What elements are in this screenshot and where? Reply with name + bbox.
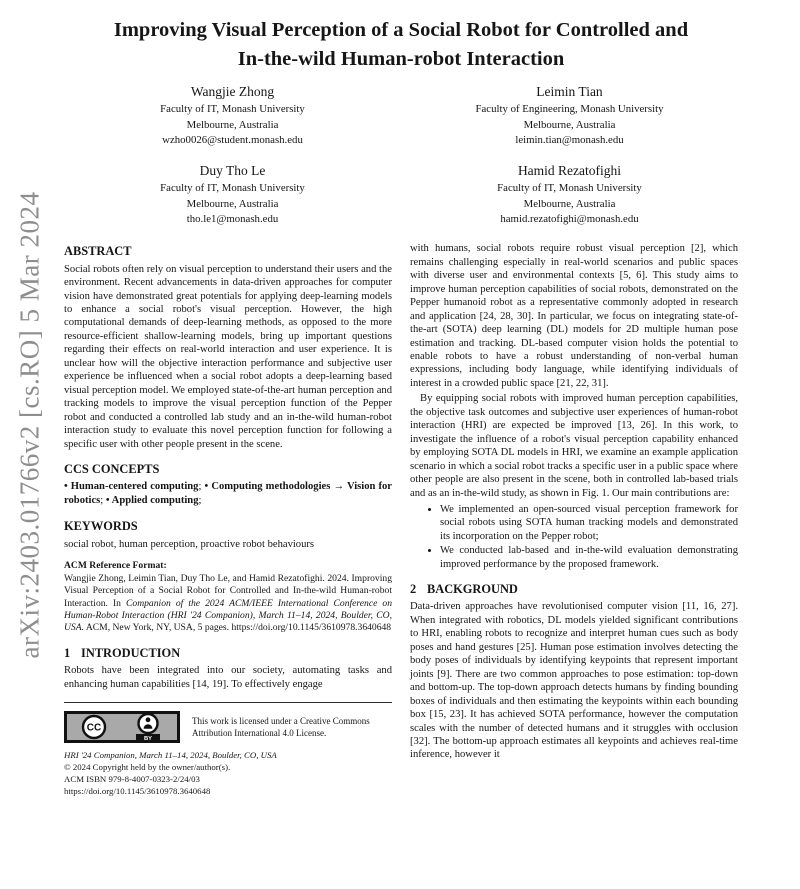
author-city: Melbourne, Australia xyxy=(523,118,616,131)
author-name: Duy Tho Le xyxy=(199,163,266,179)
acm-reference xyxy=(64,560,392,635)
contribution-item: • We implemented an open-sourced visual perception framework for social robots using SOTA human tracking models and demonstrated its incorporation on the Pepper robot; xyxy=(440,503,738,543)
license-text: This work is licensed under a Creative Commons Attribution International 4.0 License. xyxy=(192,715,370,739)
footer-conference: HRI '24 Companion, March 11–14, 2024, Boulder, CO, USA xyxy=(64,750,277,761)
section-title: BACKGROUND xyxy=(427,582,518,597)
paper-title-line1: Improving Visual Perception of a Social Robot for Controlled and xyxy=(113,19,689,41)
paper-title xyxy=(74,16,728,73)
footer-doi-link[interactable]: https://doi.org/10.1145/3610978.3640648 xyxy=(64,785,211,796)
acm-reference-heading: ACM Reference Format: xyxy=(64,560,167,572)
license-row xyxy=(64,711,392,743)
author-block-2 xyxy=(401,84,738,148)
author-affiliation: Faculty of Engineering, Monash University xyxy=(475,103,664,116)
contributions-list xyxy=(410,503,738,571)
author-name: Hamid Rezatofighi xyxy=(517,163,622,179)
author-affiliation: Faculty of IT, Monash University xyxy=(497,182,642,195)
author-city: Melbourne, Australia xyxy=(186,118,279,131)
author-name: Wangjie Zhong xyxy=(190,84,275,100)
author-affiliation: Faculty of IT, Monash University xyxy=(160,182,305,195)
ccs-text: • Human-centered computing; • Computing methodologies → Vision for robotics; • Applied computing; xyxy=(64,481,393,507)
footer-copyright: © 2024 Copyright held by the owner/author(s). xyxy=(64,762,231,773)
keywords-text: social robot, human perception, proactive robot behaviours xyxy=(64,538,315,550)
background-text: Data-driven approaches have revolutionised computer vision [11, 16, 27]. When integrated with robotics, DL models yielded significant contributions to HRI, enabling robots to recognize and interpret human cues such as body poses and hand gestures [25]. Human pose estimation involves detecting the body poses of individuals by identifying keypoints that represent important joints [9]. There are two common approaches to pose estimation: top-down and bottom-up. The top-down approach detects humans by finding bounding boxes of individuals and then estimating the keypoints within each bounding box [15, 23]. It has achieved SOTA performance, however the computation scales with the number of detected humans and it struggles with occlusion [32]. The bottom-up approach estimates all keypoints and achieves real-time inference, however it xyxy=(410,601,738,761)
section-title: INTRODUCTION xyxy=(81,645,181,660)
abstract-text: Social robots often rely on visual perception to understand their users and the environment. Recent advancements in data-driven approaches for computer vision have demonstrated great potentials for applying deep-learning models to enhance a social robot's visual perception. However, the high computational demands of deep-learning methods, as opposed to the more resource-efficient shallow-learning models, bring up important questions regarding their effects on real-world interaction and user experience. It is unclear how will the objective interaction performance and subjective user experience be influenced when a social robot adopts a deep-learning based visual perception model. We employed state-of-the-art human perception and tracking models to improve the visual perception function of the Pepper robot and conducted a controlled lab study and an in-the-wild human-robot interaction study to evaluate this novel perception function for following a specific user with other people present in the scene. xyxy=(64,263,392,450)
author-email: hamid.rezatofighi@monash.edu xyxy=(500,213,639,226)
contribution-item: • We conducted lab-based and in-the-wild evaluation demonstrating improved performance by the proposed framework. xyxy=(440,544,738,571)
author-email: wzho0026@student.monash.edu xyxy=(162,134,303,147)
intro-continued-text: with humans, social robots require robust visual perception [2], which remains challenging especially in real-world scenarios and public spaces with diverse user and environmental contexts [5, 6]. This study aims to improve human perception capabilities of social robots, demonstrated on the Pepper humanoid robot as a representative commonly adopted in research and application [24, 28, 30]. In particular, we focus on integrating state-of-the-art (SOTA) deep learning (DL) models for 2D multiple human pose estimation and tracking. DL-based computer vision holds the potential to enable robots to have a robust understanding of non-verbal human expressions, including body language, while identifying individuals of interest in a crowded public space [21, 22, 31]. xyxy=(410,243,738,389)
section-number: 1 xyxy=(64,645,71,660)
author-city: Melbourne, Australia xyxy=(523,197,616,210)
paper-title-line2: In-the-wild Human-robot Interaction xyxy=(237,47,565,70)
arxiv-watermark: arXiv:2403.01766v2 [cs.RO] 5 Mar 2024 xyxy=(14,191,45,659)
left-column xyxy=(64,242,392,798)
introduction-heading xyxy=(64,646,392,660)
author-block-1 xyxy=(64,84,401,148)
author-block-3 xyxy=(64,163,401,227)
section-number: 2 xyxy=(410,582,417,597)
ccs-heading: CCS CONCEPTS xyxy=(64,461,160,476)
author-block-4 xyxy=(401,163,738,227)
paper-content xyxy=(64,16,738,798)
cc-by-badge[interactable] xyxy=(64,711,180,743)
copyright-block xyxy=(64,750,392,798)
abstract-heading: ABSTRACT xyxy=(64,244,132,259)
author-name: Leimin Tian xyxy=(536,84,603,100)
contributions-intro-text: By equipping social robots with improved human perception capabilities, the objective task outcomes and subjective user experiences of human-robot interaction (HRI) are expected be improved [13, 26]. In this work, to investigate the influence of a robot's visual perception capability enhanced by employing SOTA DL models in HRI, we examine an example application scenario in which a social robot tracks a specific user in a public space where other people are also present in the scene, both in controlled lab-based trials and as an in-the-wild study, as shown in Fig. 1. Our main contributions are: xyxy=(410,393,738,499)
cc-logo-icon xyxy=(83,716,105,738)
background-heading xyxy=(410,582,738,596)
footnote-rule xyxy=(64,702,392,703)
author-affiliation: Faculty of IT, Monash University xyxy=(160,103,305,116)
author-email: leimin.tian@monash.edu xyxy=(515,134,624,147)
author-city: Melbourne, Australia xyxy=(186,197,279,210)
svg-text:BY: BY xyxy=(143,736,153,743)
right-column xyxy=(410,242,738,798)
cc-by-person-icon xyxy=(136,714,160,742)
footer-isbn: ACM ISBN 979-8-4007-0323-2/24/03 xyxy=(64,773,200,784)
authors-grid xyxy=(64,84,738,227)
acm-reference-text: Wangjie Zhong, Leimin Tian, Duy Tho Le, and Hamid Rezatofighi. 2024. Improving Visual Perception of a Social Robot for Controlled and In-the-wild Human-robot Interaction. In Companion of the 2024 ACM/IEEE International Conference on Human-Robot Interaction (HRI '24 Companion), March 11–14, 2024, Boulder, CO, USA. ACM, New York, NY, USA, 5 pages. https://doi.org/10.1145/3610978.3640648 xyxy=(64,572,392,634)
introduction-text: Robots have been integrated into our society, automating tasks and enhancing human capabilities [14, 19]. To effectively engage xyxy=(64,665,392,690)
author-email: tho.le1@monash.edu xyxy=(186,213,279,226)
svg-text:CC: CC xyxy=(86,722,102,734)
two-column-body xyxy=(64,242,738,798)
keywords-heading: KEYWORDS xyxy=(64,519,138,534)
